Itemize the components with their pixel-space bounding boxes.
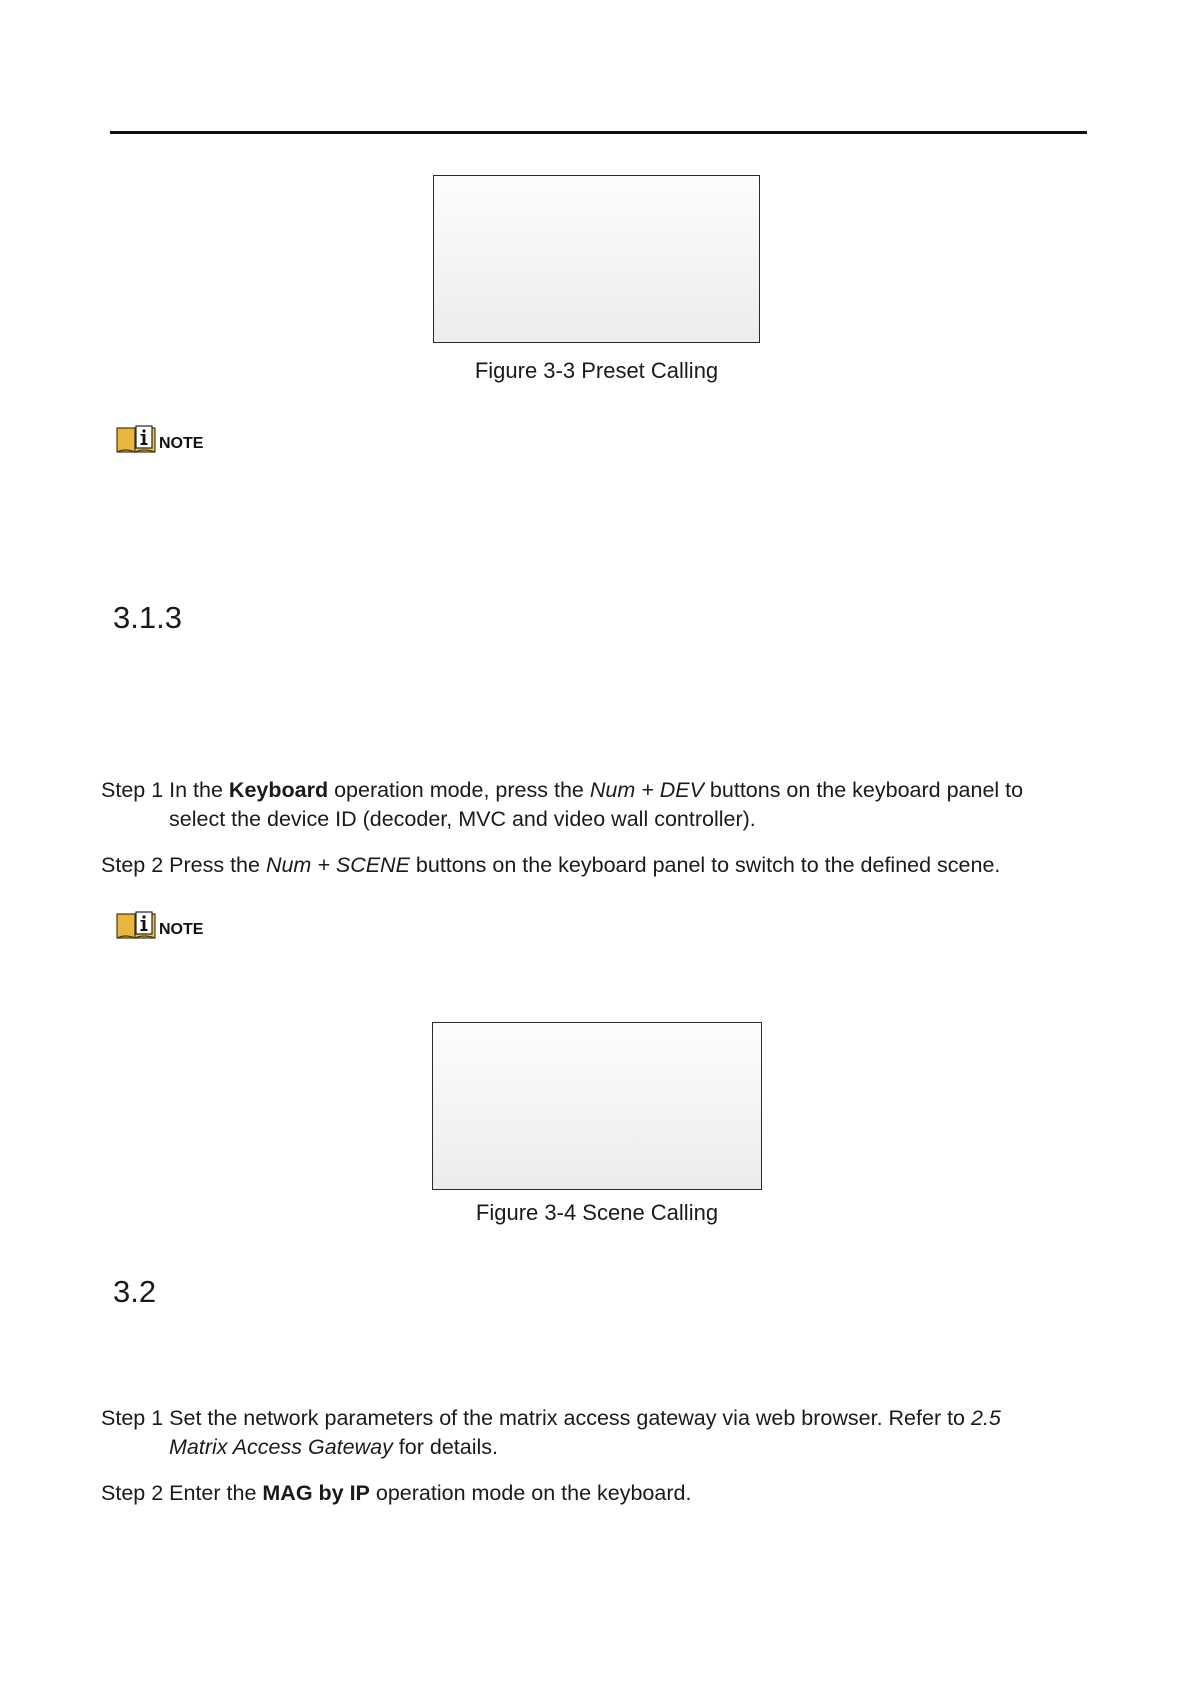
- italic-ref: Matrix Access Gateway: [169, 1435, 393, 1459]
- step-continuation: select the device ID (decoder, MVC and video wall controller).: [169, 807, 756, 831]
- step-label: Step 2: [101, 1481, 164, 1505]
- note-info-icon: [115, 424, 157, 454]
- bold-term: Keyboard: [228, 778, 329, 802]
- step-2-scene: Step 2 Press the Num + SCENE buttons on the keyboard panel to switch to the defined scene.: [101, 853, 1001, 877]
- step-label: Step 1: [101, 1406, 164, 1430]
- italic-ref: 2.5: [971, 1406, 1001, 1430]
- note-label: NOTE: [159, 435, 204, 452]
- step-2-mag: Step 2 Enter the MAG by IP operation mode on the keyboard.: [101, 1481, 692, 1505]
- section-heading-3-1-3: 3.1.3: [113, 600, 182, 635]
- step-1-keyboard: Step 1 In the Keyboard operation mode, press the Num + DEV buttons on the keyboard panel to select the device ID (decoder, MVC and video wall controller).: [101, 776, 1061, 834]
- note-block-2: [115, 910, 203, 940]
- figure-3-4-image: [432, 1022, 762, 1190]
- section-heading-3-2: 3.2: [113, 1274, 157, 1309]
- step-label: Step 2: [101, 853, 164, 877]
- step-continuation: Matrix Access Gateway for details.: [169, 1435, 498, 1459]
- note-block-1: [115, 424, 203, 454]
- header-rule: [110, 131, 1087, 134]
- figure-3-3-image: [433, 175, 760, 343]
- step-label: Step 1: [101, 778, 164, 802]
- figure-3-4-caption: Figure 3-4 Scene Calling: [475, 1200, 719, 1225]
- italic-term: Num + SCENE: [265, 853, 410, 877]
- note-info-icon: [115, 910, 157, 940]
- bold-term: MAG by IP: [262, 1481, 370, 1505]
- step-1-network: Step 1 Set the network parameters of the matrix access gateway via web browser. Refer to 2.5 Matrix Access Gateway for details.: [101, 1404, 1061, 1462]
- italic-term: Num + DEV: [589, 778, 704, 802]
- note-label: NOTE: [159, 921, 204, 938]
- figure-3-3-caption: Figure 3-3 Preset Calling: [474, 358, 719, 383]
